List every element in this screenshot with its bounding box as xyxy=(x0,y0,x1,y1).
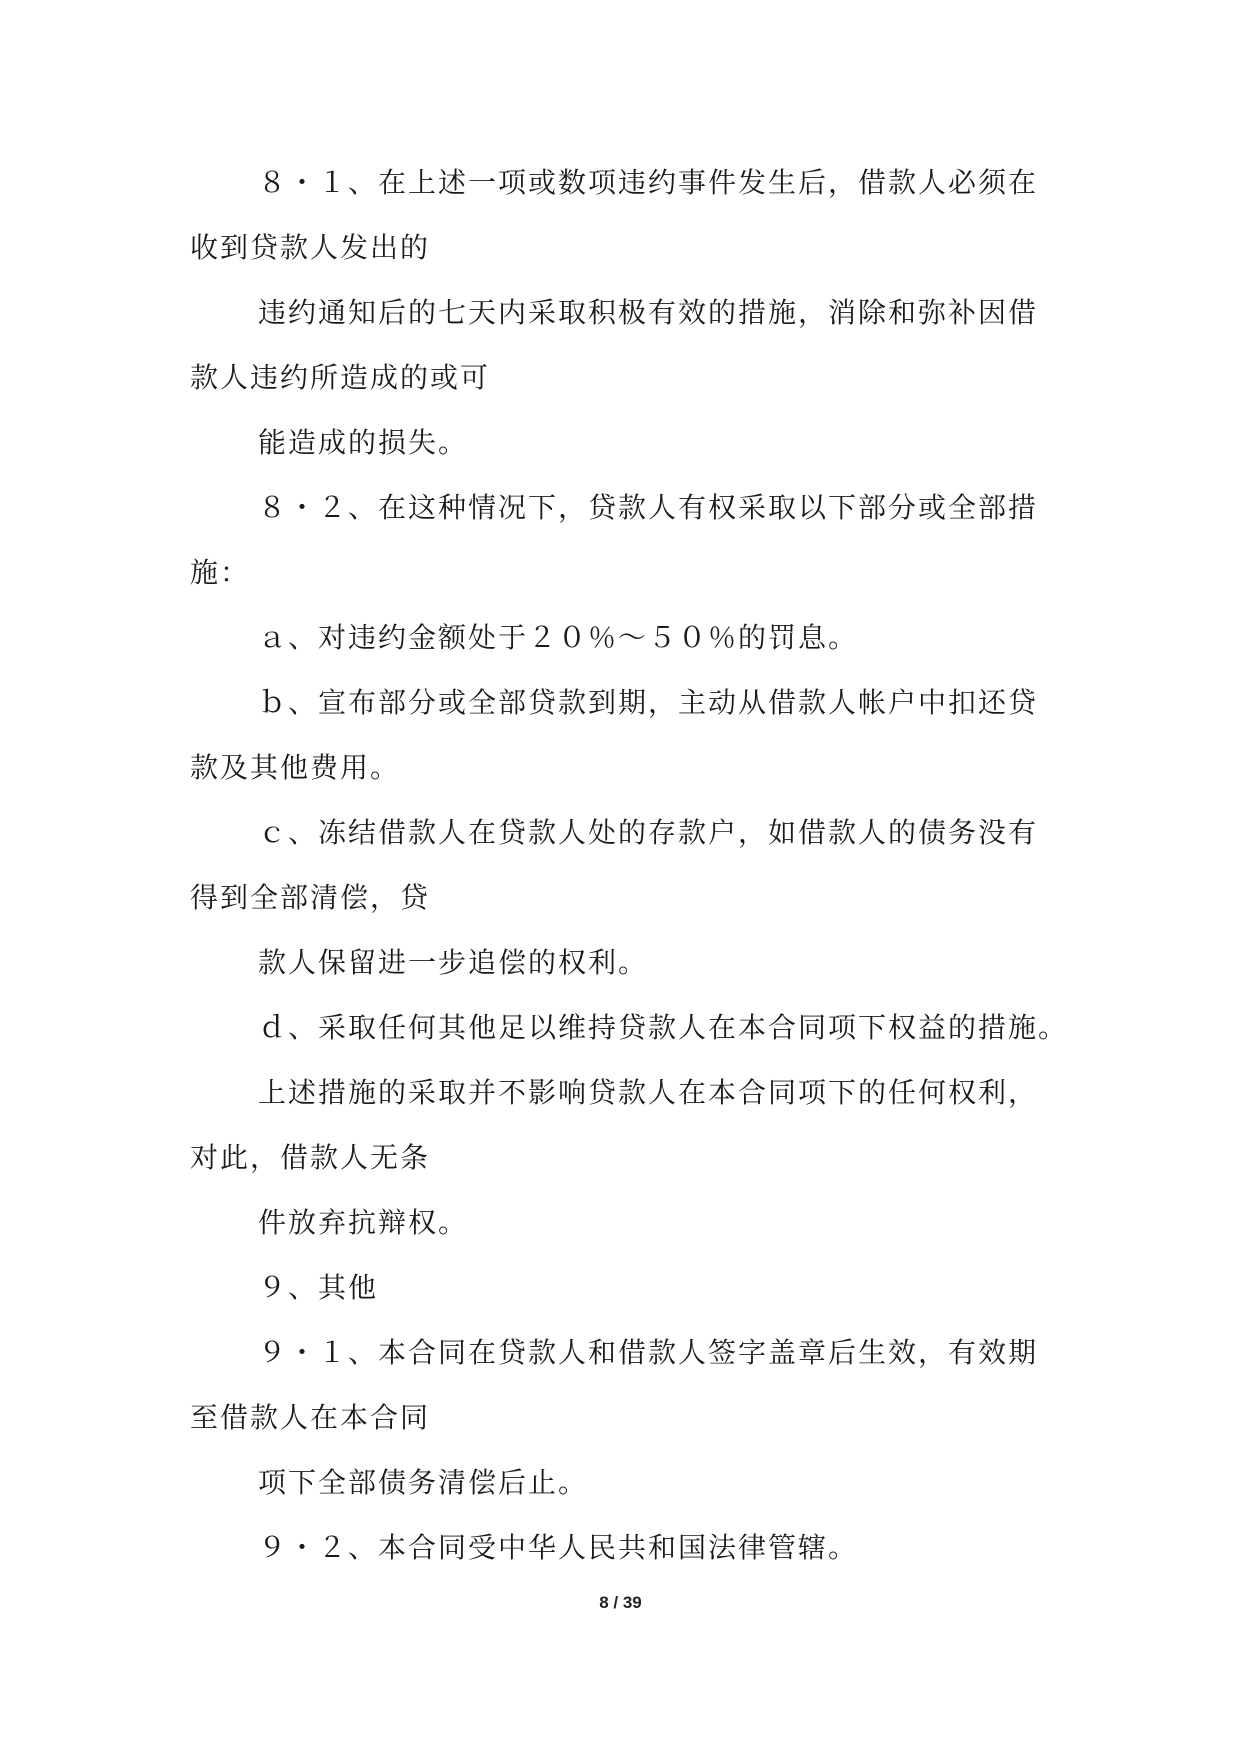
text-line: ａ、对违约金额处于２０％～５０％的罚息。 xyxy=(258,621,859,654)
text-line: ｂ、宣布部分或全部贷款到期，主动从借款人帐户中扣还贷 xyxy=(258,686,1039,719)
text-line: 项下全部债务清偿后止。 xyxy=(258,1466,589,1499)
text-line: ８・２、在这种情况下，贷款人有权采取以下部分或全部措 xyxy=(258,491,1039,524)
text-line: 至借款人在本合同 xyxy=(190,1401,431,1434)
text-line: 对此，借款人无条 xyxy=(190,1141,431,1174)
text-line: 件放弃抗辩权。 xyxy=(258,1206,469,1239)
text-line: ９・２、本合同受中华人民共和国法律管辖。 xyxy=(258,1531,859,1564)
text-line: 施： xyxy=(190,556,251,589)
text-line: 违约通知后的七天内采取积极有效的措施，消除和弥补因借 xyxy=(258,296,1039,329)
text-line: 款人保留进一步追偿的权利。 xyxy=(258,946,649,979)
text-line: 款及其他费用。 xyxy=(190,751,401,784)
text-line: ｄ、采取任何其他足以维持贷款人在本合同项下权益的措施。 xyxy=(258,1011,1069,1044)
text-line: 收到贷款人发出的 xyxy=(190,231,431,264)
text-line: 上述措施的采取并不影响贷款人在本合同项下的任何权利， xyxy=(258,1076,1039,1109)
text-line: ｃ、冻结借款人在贷款人处的存款户，如借款人的债务没有 xyxy=(258,816,1039,849)
text-line: ９、其他 xyxy=(258,1271,379,1304)
text-line: ８・１、在上述一项或数项违约事件发生后，借款人必须在 xyxy=(258,166,1039,199)
text-line: ９・１、本合同在贷款人和借款人签字盖章后生效，有效期 xyxy=(258,1336,1039,1369)
page-number: 8 / 39 xyxy=(599,1593,642,1612)
text-line: 款人违约所造成的或可 xyxy=(190,361,491,394)
text-line: 得到全部清偿，贷 xyxy=(190,881,431,914)
text-line: 能造成的损失。 xyxy=(258,426,469,459)
